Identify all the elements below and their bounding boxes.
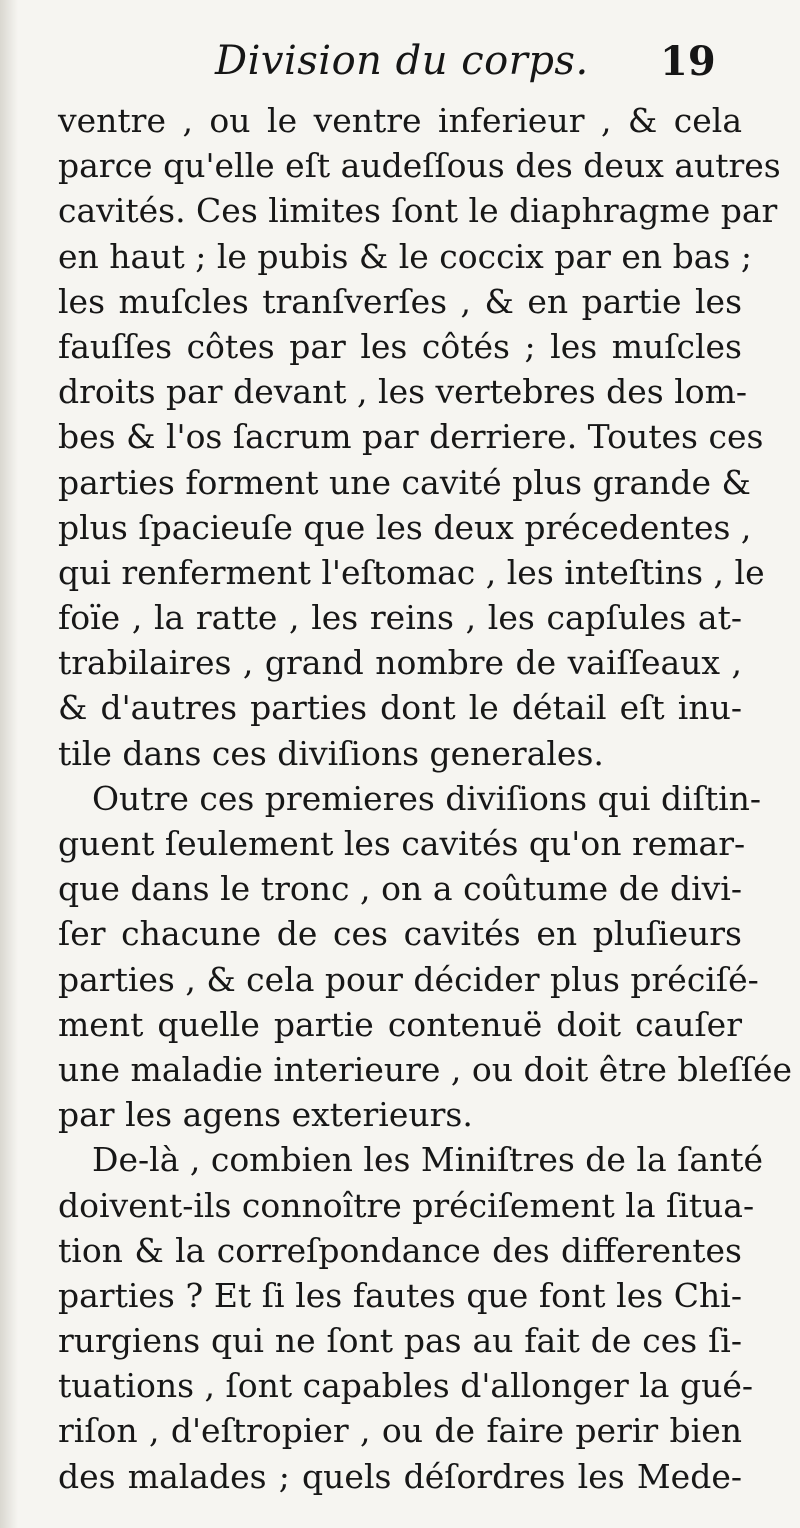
body-text [58, 98, 793, 1499]
text-line: foïe , la ratte , les reins , les capſules at- [58, 598, 742, 638]
paragraph-last-line: par les agens exterieurs. [58, 1095, 473, 1135]
text-line: parties forment une cavité plus grande & [58, 462, 751, 502]
paragraph-first-line: Outre ces premieres diviſions qui diſtin- [92, 778, 762, 818]
text-line: plus ſpacieuſe que les deux précedentes , [58, 507, 752, 547]
text-line: ſer chacune de ces cavités en pluſieurs [58, 914, 742, 954]
text-line: parce qu'elle eſt audeſſous des deux autres [58, 146, 781, 186]
text-line: doivent-ils connoître préciſement la ſitua- [58, 1185, 755, 1225]
paragraph-last-line: tile dans ces diviſions generales. [58, 733, 604, 773]
text-line: trabilaires , grand nombre de vaiſſeaux , [58, 643, 742, 683]
page-number: 19 [660, 38, 716, 85]
text-line: parties ? Et ſi les fautes que font les Chi- [58, 1275, 742, 1315]
text-line: & d'autres parties dont le détail eſt inu- [58, 688, 742, 728]
text-line: ventre , ou le ventre inferieur , & cela [58, 101, 742, 140]
text-line: les muſcles tranſverſes , & en partie les [58, 281, 742, 321]
page-edge-shadow [0, 0, 18, 1528]
text-line: rurgiens qui ne ſont pas au fait de ces ſi- [58, 1321, 742, 1361]
text-line: parties , & cela pour décider plus préciſé- [58, 959, 759, 999]
text-line: cavités. Ces limites ſont le diaphragme par [58, 191, 778, 231]
text-line: bes & l'os ſacrum par derriere. Toutes ces [58, 417, 764, 457]
text-line: guent ſeulement les cavités qu'on remar- [58, 824, 746, 863]
page-header [0, 38, 800, 98]
text-line: fauſſes côtes par les côtés ; les muſcles [58, 326, 742, 366]
text-line: que dans le tronc , on a coûtume de divi- [58, 869, 742, 909]
text-line: une maladie interieure , ou doit être bleſſée [58, 1049, 793, 1089]
text-line: ment quelle partie contenuë doit cauſer [58, 1004, 742, 1044]
text-line: qui renferment l'eſtomac , les inteſtins , le [58, 552, 765, 592]
text-line: tion & la correſpondance des differentes [58, 1230, 742, 1270]
running-title: Division du corps. [215, 38, 589, 84]
text-line: des malades ; quels déſordres les Mede- [58, 1456, 742, 1496]
text-line: en haut ; le pubis & le coccix par en bas ; [58, 236, 752, 276]
text-line: droits par devant , les vertebres des lom- [58, 372, 748, 412]
paragraph-first-line: De-là , combien les Miniſtres de la ſanté [92, 1140, 764, 1180]
text-line: tuations , ſont capables d'allonger la gué- [58, 1366, 753, 1406]
text-line: riſon , d'eſtropier , ou de faire perir bien [58, 1411, 742, 1451]
